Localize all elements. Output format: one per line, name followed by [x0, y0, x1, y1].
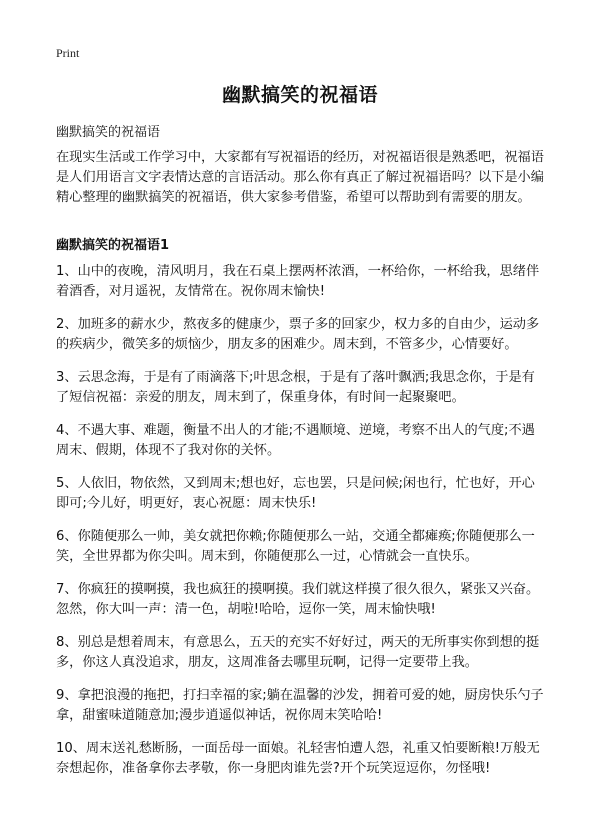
- blessing-item: 5、人依旧，物依然，又到周末;想也好，忘也罢，只是问候;闲也行，忙也好，开心即可;今儿好，明更好，衷心祝愿：周末快乐!: [56, 476, 535, 511]
- section-heading: 幽默搞笑的祝福语1: [56, 238, 170, 253]
- blessing-item: 2、加班多的薪水少，熬夜多的健康少，票子多的回家少，权力多的自由少，运动多的疾病少，微笑多的烦恼少，朋友多的困难少。周末到，不管多少，心情要好。: [56, 317, 540, 352]
- blessing-item: 9、拿把浪漫的拖把，打扫幸福的家;躺在温馨的沙发，拥着可爱的她，厨房快乐勺子拿，甜蜜味道随意加;漫步逍遥似神话，祝你周末笑哈哈!: [56, 688, 544, 723]
- blessing-item: 6、你随便那么一帅，美女就把你赖;你随便那么一站，交通全都瘫痪;你随便那么一笑，全世界都为你尖叫。周末到，你随便那么一过，心情就会一直快乐。: [56, 529, 535, 564]
- document-subtitle: 幽默搞笑的祝福语: [56, 125, 161, 140]
- intro-paragraph: 在现实生活或工作学习中，大家都有写祝福语的经历，对祝福语很是熟悉吧，祝福语是人们用语言文字表情达意的言语活动。那么你有真正了解过祝福语吗？以下是小编精心整理的幽默搞笑的祝福语，供大家参考借鉴，希望可以帮助到有需要的朋友。: [56, 150, 544, 205]
- blessing-item: 4、不遇大事、难题，衡量不出人的才能;不遇顺境、逆境，考察不出人的气度;不遇周末、假期，体现不了我对你的关怀。: [56, 423, 535, 458]
- blessing-item: 7、你疯狂的摸啊摸，我也疯狂的摸啊摸。我们就这样摸了很久很久，紧张又兴奋。忽然，你大叫一声：清一色，胡啦!哈哈，逗你一笑，周末愉快哦!: [56, 582, 540, 617]
- blessing-item: 10、周末送礼愁断肠，一面岳母一面娘。礼轻害怕遭人怨，礼重又怕要断粮!万般无奈想起你，准备拿你去孝敬，你一身肥肉谁先尝?开个玩笑逗逗你，勿怪哦!: [56, 741, 540, 776]
- blessing-item: 3、云思念海，于是有了雨滴落下;叶思念根，于是有了落叶飘洒;我思念你，于是有了短信祝福：亲爱的朋友，周末到了，保重身体，有时间一起聚聚吧。: [56, 370, 535, 405]
- blessing-item: 8、别总是想着周末，有意思么，五天的充实不好好过，两天的无所事实你到想的挺多，你这人真没追求，朋友，这周准备去哪里玩啊，记得一定要带上我。: [56, 635, 540, 670]
- blessing-list: [56, 262, 546, 792]
- blessing-item: 1、山中的夜晚，清风明月，我在石桌上摆两杯浓酒，一杯给你，一杯给我，思绪伴着酒香，对月遥祝，友情常在。祝你周末愉快!: [56, 264, 540, 299]
- print-label: Print: [56, 46, 80, 60]
- document-title: 幽默搞笑的祝福语: [221, 84, 378, 106]
